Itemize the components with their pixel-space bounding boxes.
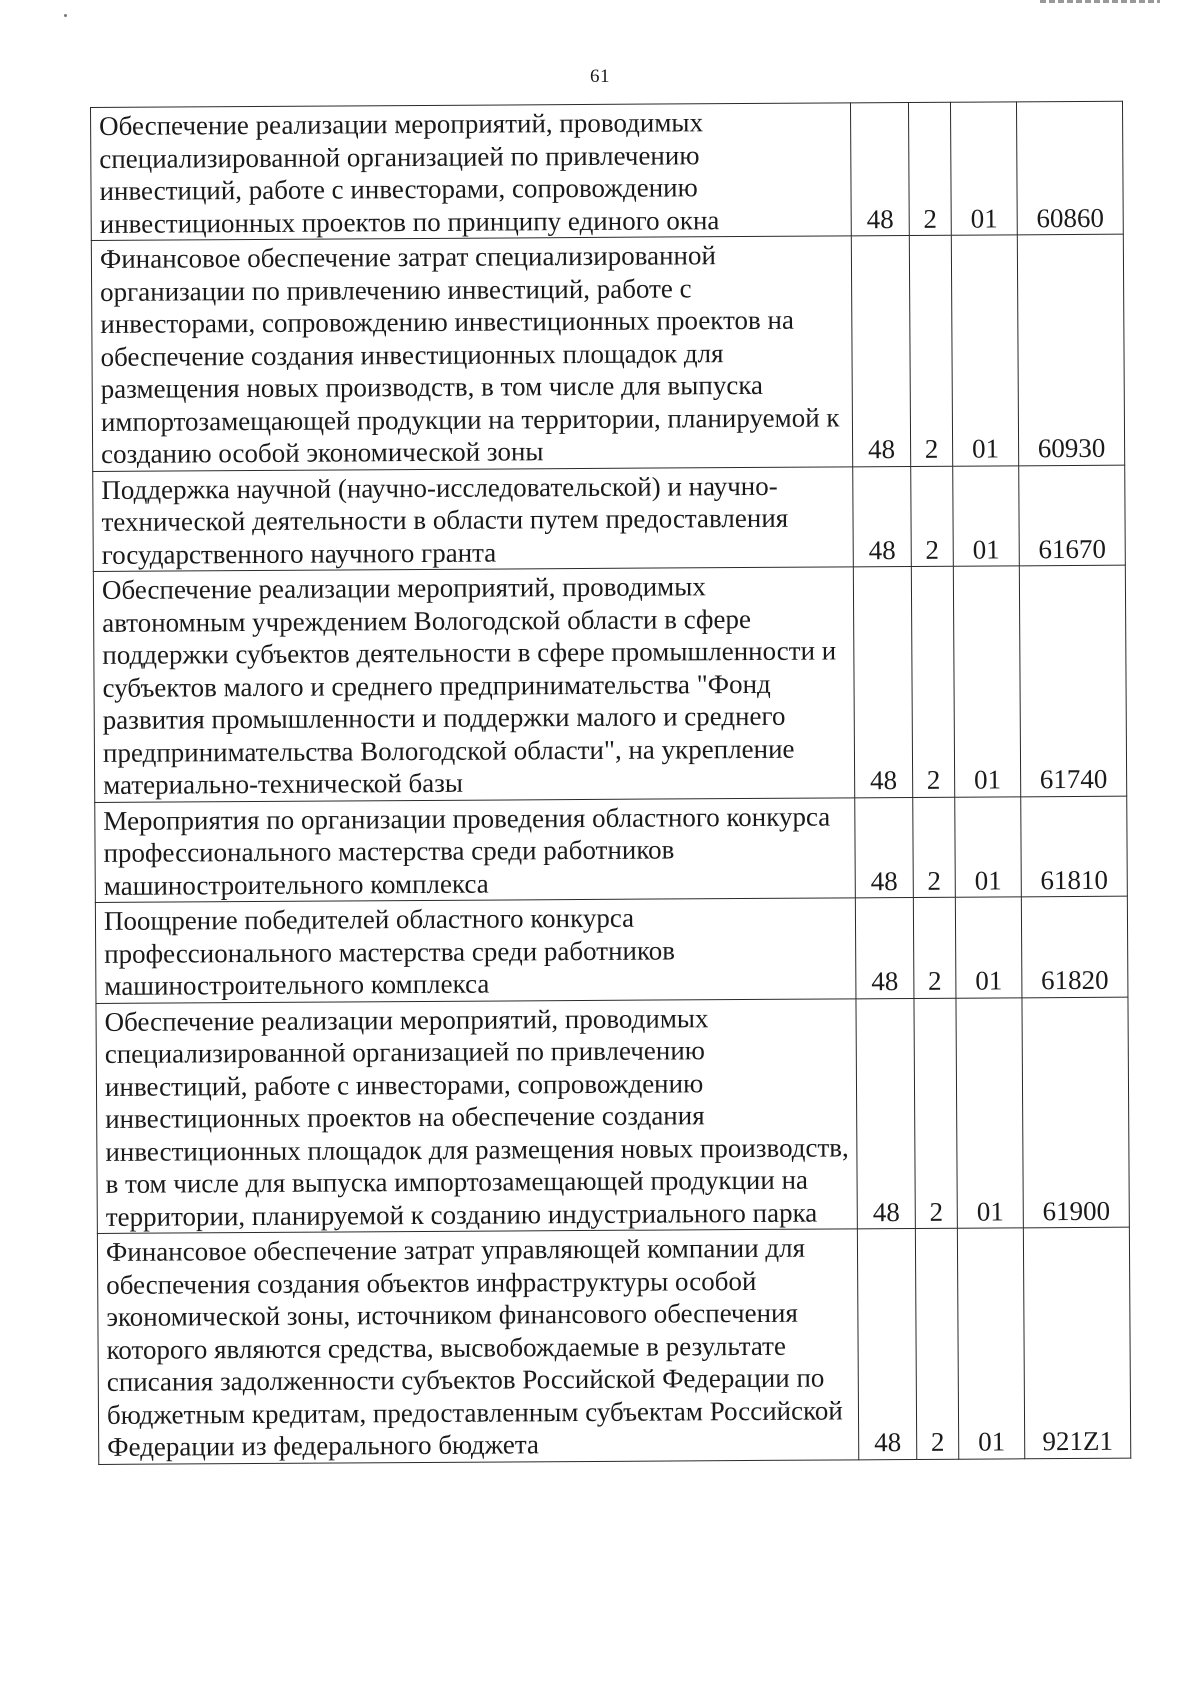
subprogram-code: 2 — [915, 1228, 958, 1459]
direction-code: 61740 — [1019, 565, 1126, 796]
main-activity-code: 01 — [953, 465, 1020, 566]
direction-code: 61820 — [1021, 896, 1128, 997]
program-code: 48 — [855, 897, 914, 998]
main-activity-code: 01 — [956, 997, 1023, 1228]
subprogram-code: 2 — [913, 897, 956, 998]
direction-code: 61810 — [1021, 796, 1128, 897]
table-row — [95, 896, 1128, 1003]
main-activity-code: 01 — [950, 102, 1017, 235]
table-row — [91, 101, 1124, 240]
row-description: Финансовое обеспечение затрат специализированной организации по привлечению инвестиций, работе с инвесторами, сопровождению инвестиционных проектов на обеспечение создания инвестиционных площадок для размещения новых производств, в том числе для выпуска импортозамещающей продукции на территории, планируемой к созданию особой экономической зоны — [91, 236, 852, 471]
direction-code: 61670 — [1019, 465, 1126, 566]
program-code: 48 — [850, 103, 909, 236]
budget-classification-table — [90, 101, 1131, 1465]
scan-edge-marks — [1040, 0, 1160, 3]
row-description: Обеспечение реализации мероприятий, проводимых автономным учреждением Вологодской области в сфере поддержки субъектов деятельности в сфере промышленности и субъектов малого и среднего предпринимательства "Фонд развития промышленности и поддержки малого и среднего предпринимательства Вологодской области", на укрепление материально-технической базы — [93, 567, 854, 802]
direction-code: 921Z1 — [1023, 1227, 1130, 1458]
subprogram-code: 2 — [911, 566, 954, 797]
main-activity-code: 01 — [955, 796, 1022, 897]
program-code: 48 — [855, 797, 914, 898]
program-code: 48 — [857, 1228, 916, 1459]
main-activity-code: 01 — [951, 235, 1018, 466]
main-activity-code: 01 — [957, 1228, 1024, 1459]
program-code: 48 — [853, 566, 912, 797]
program-code: 48 — [851, 235, 910, 466]
row-description: Поощрение победителей областного конкурса профессионального мастерства среди работников машиностроительного комплекса — [95, 898, 856, 1003]
row-description: Обеспечение реализации мероприятий, проводимых специализированной организацией по привлечению инвестиций, работе с инвесторами, сопровождению инвестиционных проектов по принципу единого окна — [91, 103, 852, 241]
subprogram-code: 2 — [908, 102, 951, 235]
table-row — [97, 1227, 1130, 1464]
scan-speck — [64, 14, 67, 17]
direction-code: 60930 — [1017, 234, 1124, 465]
page-number: 61 — [590, 66, 610, 87]
subprogram-code: 2 — [911, 466, 954, 567]
direction-code: 61900 — [1022, 997, 1129, 1228]
table-row — [93, 565, 1126, 802]
subprogram-code: 2 — [913, 797, 956, 898]
direction-code: 60860 — [1016, 101, 1123, 235]
table-row — [96, 997, 1129, 1234]
table-row — [93, 465, 1126, 572]
subprogram-code: 2 — [909, 235, 952, 466]
program-code: 48 — [856, 998, 915, 1229]
program-code: 48 — [853, 466, 912, 567]
row-description: Поддержка научной (научно-исследовательской) и научно-технической деятельности в области путем предоставления государственного научного гранта — [93, 466, 854, 571]
row-description: Обеспечение реализации мероприятий, проводимых специализированной организацией по привлечению инвестиций, работе с инвесторами, сопровождению инвестиционных проектов на обеспечение создания инвестиционных площадок для размещения новых производств, в том числе для выпуска импортозамещающей продукции на территории, планируемой к созданию индустриального парка — [96, 998, 857, 1233]
table-row — [91, 234, 1124, 471]
row-description: Мероприятия по организации проведения областного конкурса профессионального мастерства среди работников машиностроительного комплекса — [95, 797, 856, 902]
subprogram-code: 2 — [914, 998, 957, 1229]
main-activity-code: 01 — [955, 897, 1022, 998]
row-description: Финансовое обеспечение затрат управляющей компании для обеспечения создания объектов инфраструктуры особой экономической зоны, источником финансового обеспечения которого являются средства, высвобождаемые в результате списания задолженности субъектов Российской Федерации по бюджетным кредитам, предоставленным субъектам Российской Федерации из федерального бюджета — [97, 1229, 858, 1464]
main-activity-code: 01 — [953, 566, 1020, 797]
table-row — [95, 796, 1128, 903]
